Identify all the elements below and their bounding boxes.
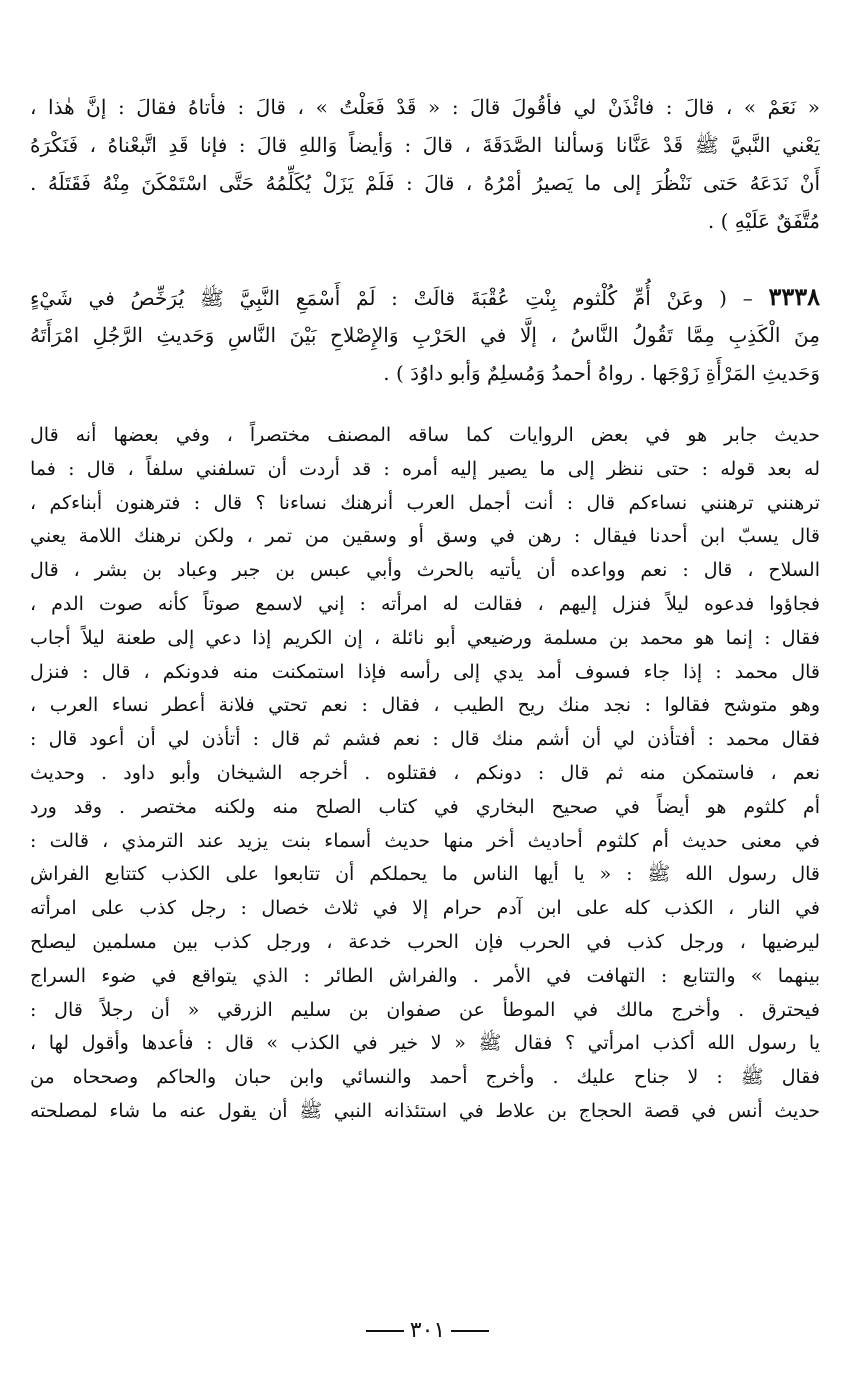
dash-ornament bbox=[366, 1330, 404, 1332]
commentary-line: له بعد قوله : حتى ننظر إلى ما يصير إليه أمره : قد أردت أن تسلفني سلفاً ، قال : فما bbox=[30, 457, 820, 480]
hadith-3338 bbox=[30, 278, 820, 392]
hadith-first-line bbox=[30, 278, 820, 316]
hadith-first-line-text: – ( وعَنْ أُمِّ كُلْثوم بِنْتِ عُقْبَةَ قالَتْ : لَمْ أَسْمَعِ النَّبِيَّ ﷺ يُرَخِّصُ في شَيْءٍ bbox=[30, 286, 769, 310]
text-line: مُتَّفَقٌ عَلَيْهِ ) . bbox=[707, 209, 820, 233]
commentary-line: حديث أنس في قصة الحجاج بن علاط في استئذانه النبي ﷺ أن يقول عنه ما شاء لمصلحته bbox=[30, 1099, 820, 1122]
commentary-line: ليرضيها ، ورجل كذب في الحرب فإن الحرب خدعة ، ورجل كذب بين مسلمين ليصلح bbox=[30, 930, 820, 953]
commentary-line: أم كلثوم هو أيضاً في صحيح البخاري في كتاب الصلح منه ولكنه مختصر . وقد ورد bbox=[30, 795, 820, 818]
commentary-line: حديث جابر هو في بعض الروايات كما ساقه المصنف مختصراً ، وفي بعضها أنه قال bbox=[30, 424, 820, 446]
hadith-continuation-passage bbox=[30, 88, 820, 240]
text-line: يَعْني النَّبيَّ ﷺ قَدْ عَنَّانا وَسألنا الصَّدَقَةَ ، قالَ : وَأيضاً وَاللهِ قالَ : فإنا قَدِ اتَّبعْناهُ ، فَنَكْرَهُ bbox=[30, 133, 820, 157]
commentary-line: فقال : إنما هو محمد بن مسلمة ورضيعي أبو نائلة ، إن الكريم إذا دعي إلى طعنة ليلاً أجاب bbox=[30, 626, 820, 649]
commentary-line: فقال محمد : أفتأذن لي أن أشم منك قال : نعم فشم ثم قال : أتأذن لي أن أعود قال : bbox=[30, 728, 820, 751]
commentary-line: فجاؤوا فدعوه ليلاً فنزل إليهم ، فقالت له امرأته : إني لاسمع صوتاً كأنه صوت الدم ، bbox=[30, 592, 820, 615]
commentary-line: نعم ، فاستمكن منه ثم قال : دونكم ، فقتلوه . أخرجه الشيخان وأبو داود . وحديث bbox=[30, 761, 820, 784]
commentary-line: قال رسول الله ﷺ : « يا أيها الناس ما يحملكم أن تتابعوا على الكذب كتتابع الفراش bbox=[30, 863, 820, 886]
text-line: وَحَديثِ المَرْأَةِ زَوْجَها . رواهُ أحمدُ وَمُسلِمٌ وَأبو داوُدَ ) . bbox=[383, 361, 820, 385]
commentary-line: في معنى حديث أم كلثوم أحاديث أخر منها حديث أسماء بنت يزيد عند الترمذي ، قالت : bbox=[30, 829, 820, 852]
commentary-section bbox=[30, 419, 820, 1129]
commentary-line: فقال ﷺ : لا جناح عليك . وأخرج أحمد والنسائي وابن حبان والحاكم وصححاه من bbox=[30, 1066, 820, 1089]
hadith-number: ٣٣٣٨ bbox=[768, 282, 820, 311]
commentary-line: ترهنني ترهنني نساءكم قال : أنت أجمل العرب أنرهنك نساءنا ؟ قال : فترهنون أبناءكم ، bbox=[30, 491, 820, 514]
commentary-line: بينهما » والتتابع : التهافت في الأمر . والفراش الطائر : الذي يتواقع في ضوء السراج bbox=[30, 964, 820, 987]
commentary-line: قال محمد : إذا جاء فسوف أمد يدي إلى رأسه فإذا استمكنت منه فدونكم ، قال : فنزل bbox=[30, 660, 820, 683]
commentary-line: وهو متوشح فقالوا : نجد منك ريح الطيب ، فقال : نعم تحتي فلانة أعطر نساء العرب ، bbox=[30, 694, 820, 717]
commentary-line: في النار ، الكذب كله على ابن آدم حرام إلا في ثلاث خصال : رجل كذب على امرأته bbox=[30, 897, 820, 920]
dash-ornament bbox=[451, 1330, 489, 1332]
text-line: « نَعَمْ » ، قالَ : فائْذَنْ لي فأقُولَ قالَ : « قَدْ فَعَلْتُ » ، قالَ : فأتاهُ فقالَ : إنَّ هٰذا ، bbox=[30, 95, 820, 119]
page-number: ٣٠١ bbox=[409, 1318, 446, 1343]
page-number-footer bbox=[0, 1318, 855, 1343]
text-line: أَنْ نَدَعَهُ حَتى نَنْظُرَ إلى ما يَصيرُ أمْرُهُ ، قالَ : فَلَمْ يَزَلْ يُكَلِّمُهُ حَتَّى اسْتَمْكَنَ مِنْهُ فَقَتَلَهُ . bbox=[30, 171, 820, 195]
commentary-line: فيحترق . وأخرج مالك في الموطأ عن صفوان بن سليم الزرقي « أن رجلاً قال : bbox=[30, 998, 820, 1021]
commentary-line: السلاح ، قال : نعم وواعده أن يأتيه بالحرث وأبي عبس بن جبر وعباد بن بشر ، قال bbox=[30, 559, 820, 582]
commentary-line: قال يسبّ ابن أحدنا فيقال : رهن في وسق أو وسقين من تمر ، ولكن نرهنك اللامة يعني bbox=[30, 525, 820, 548]
commentary-line: يا رسول الله أكذب امرأتي ؟ فقال ﷺ « لا خير في الكذب » قال : فأعدها وأقول لها ، bbox=[30, 1032, 820, 1055]
text-line: مِنَ الْكَذِبِ مِمَّا تَقُولُ النَّاسُ ، إلَّا في الحَرْبِ وَالإِصْلاحِ بَيْنَ النَّاسِ وَحَديثِ الرَّجُلِ امْرَأَتَهُ bbox=[30, 323, 820, 347]
